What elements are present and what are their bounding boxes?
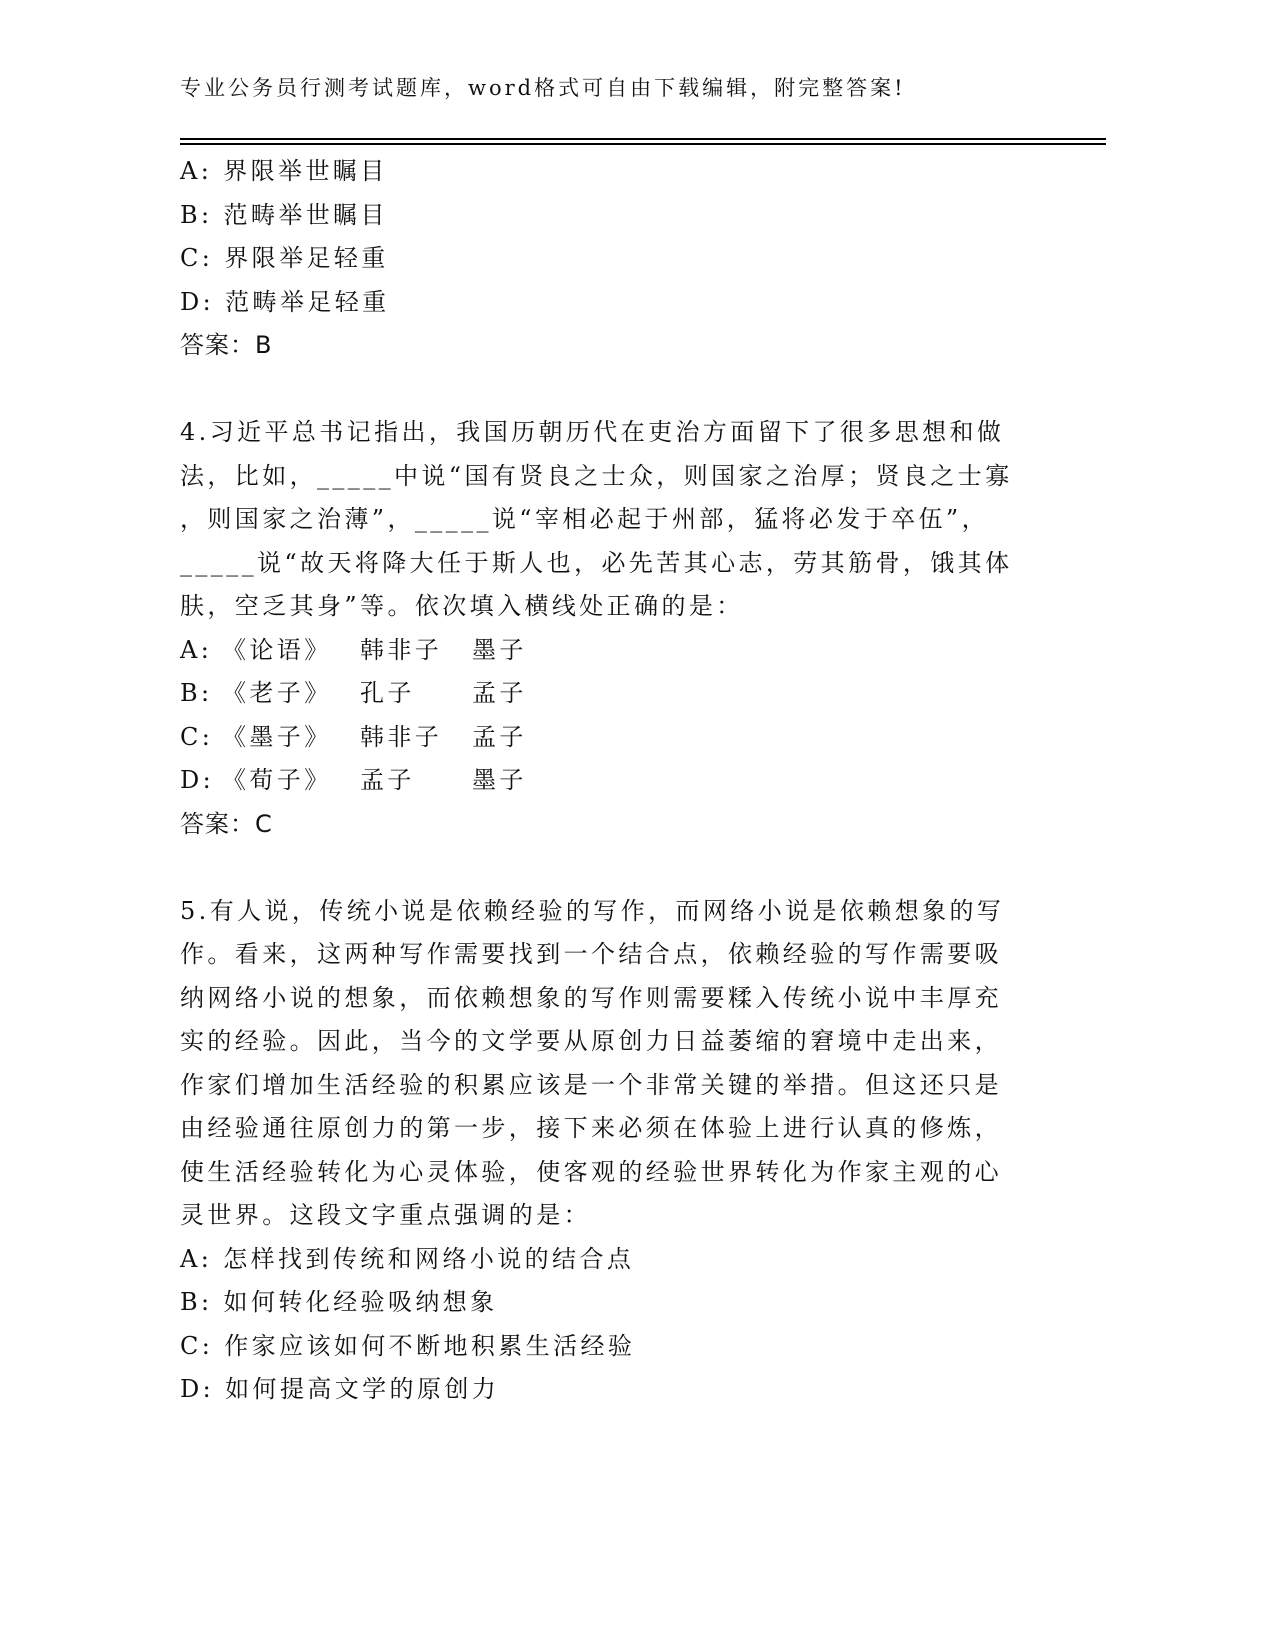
option: A: 界限举世瞩目 <box>180 157 388 185</box>
option: C: 作家应该如何不断地积累生活经验 <box>180 1331 636 1360</box>
option <box>180 759 1080 803</box>
stem-line: 由经验通往原创力的第一步，接下来必须在体验上进行认真的修炼， <box>180 1114 1002 1142</box>
option: B: 范畴举世瞩目 <box>180 200 388 229</box>
option <box>180 716 1080 760</box>
stem-line: 作。看来，这两种写作需要找到一个结合点，依赖经验的写作需要吸 <box>180 940 1002 968</box>
content <box>180 150 1080 1412</box>
stem-line: 法，比如，_____中说“国有贤良之士众，则国家之治厚；贤良之士寡 <box>180 461 1013 490</box>
option-part: 墨子 <box>472 766 527 794</box>
option-part: 孟子 <box>472 679 527 707</box>
option-part: 《荀子》 <box>222 766 332 794</box>
option: D: 范畴举足轻重 <box>180 287 390 316</box>
option-label: C: <box>180 722 214 751</box>
option <box>180 672 1080 716</box>
option-part: 韩非子 <box>360 635 443 664</box>
option-part: 《老子》 <box>222 679 332 707</box>
answer: 答案：C <box>180 809 273 838</box>
option-part: 墨子 <box>472 635 527 664</box>
stem-line: _____说“故天将降大任于斯人也，必先苦其心志，劳其筋骨，饿其体 <box>180 548 1013 577</box>
option-label: A: <box>180 635 213 664</box>
stem-line: 4.习近平总书记指出，我国历朝历代在吏治方面留下了很多思想和做 <box>180 418 1005 446</box>
option-label: D: <box>180 766 215 794</box>
stem-line: ，则国家之治薄”，_____说“宰相必起于州部，猛将必发于卒伍”， <box>180 505 990 533</box>
option-part: 孔子 <box>360 679 415 707</box>
option: C: 界限举足轻重 <box>180 244 389 272</box>
option: A: 怎样找到传统和网络小说的结合点 <box>180 1244 635 1273</box>
question-4 <box>180 411 1080 846</box>
page-header: 专业公务员行测考试题库，word格式可自由下载编辑，附完整答案! <box>180 76 906 100</box>
option <box>180 629 1080 673</box>
header-rule <box>180 138 1106 140</box>
stem-line: 5.有人说，传统小说是依赖经验的写作，而网络小说是依赖想象的写 <box>180 896 1005 925</box>
option-label: B: <box>180 679 213 707</box>
stem-line: 使生活经验转化为心灵体验，使客观的经验世界转化为作家主观的心 <box>180 1157 1002 1186</box>
answer: 答案：B <box>180 331 273 359</box>
option-part: 韩非子 <box>360 722 443 751</box>
question-5 <box>180 890 1080 1412</box>
header-rule-2 <box>180 143 1106 145</box>
stem-line: 肤，空乏其身”等。依次填入横线处正确的是： <box>180 592 744 620</box>
option-part: 《墨子》 <box>222 722 332 751</box>
stem-line: 作家们增加生活经验的积累应该是一个非常关键的举措。但这还只是 <box>180 1070 1002 1099</box>
stem-line: 灵世界。这段文字重点强调的是： <box>180 1201 591 1229</box>
question-3 <box>180 150 1080 368</box>
option: D: 如何提高文学的原创力 <box>180 1375 500 1403</box>
option-part: 《论语》 <box>222 635 332 664</box>
option-part: 孟子 <box>360 766 415 794</box>
option-part: 孟子 <box>472 722 527 751</box>
stem-line: 纳网络小说的想象，而依赖想象的写作则需要糅入传统小说中丰厚充 <box>180 983 1002 1012</box>
option: B: 如何转化经验吸纳想象 <box>180 1288 498 1316</box>
stem-line: 实的经验。因此，当今的文学要从原创力日益萎缩的窘境中走出来， <box>180 1027 1002 1055</box>
